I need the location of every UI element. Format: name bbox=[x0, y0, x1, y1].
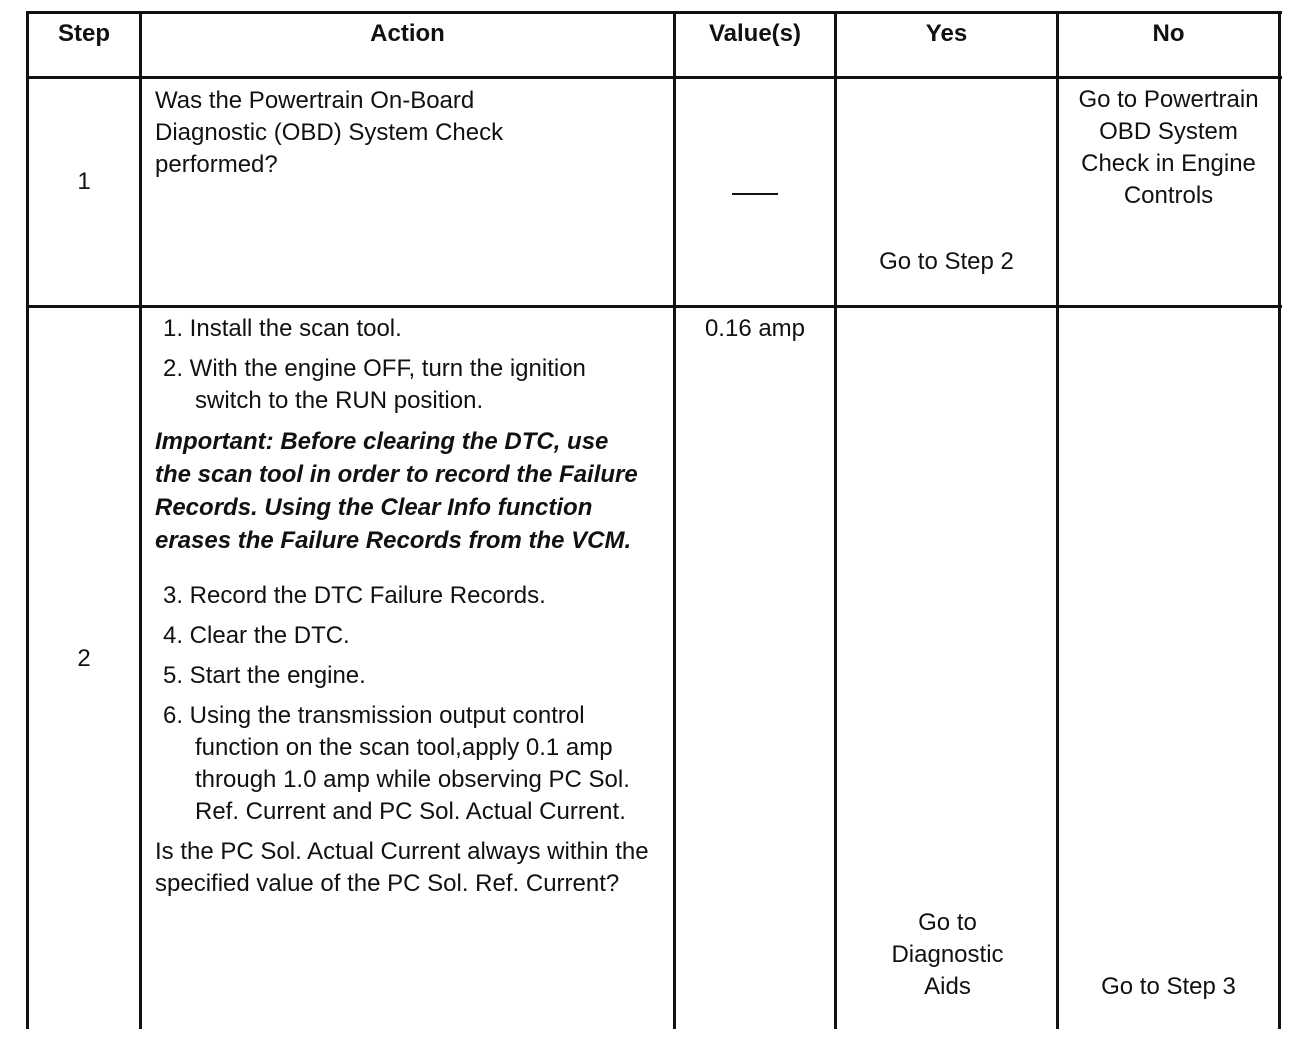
header-no: No bbox=[1152, 20, 1185, 47]
action-item-2: 2. With the engine OFF, turn the ignition switch to the RUN position. bbox=[163, 355, 586, 414]
row2-yes: Go to Diagnostic Aids bbox=[891, 909, 1004, 1000]
action-item-3: 3. Record the DTC Failure Records. bbox=[163, 582, 546, 609]
header-step: Step bbox=[57, 20, 110, 47]
row1-value-dash bbox=[732, 193, 778, 195]
header-bottom-border bbox=[26, 76, 1282, 79]
row2-no: Go to Step 3 bbox=[1101, 973, 1236, 1000]
col-divider-yes bbox=[1056, 11, 1059, 1029]
action-item-4: 4. Clear the DTC. bbox=[163, 622, 350, 649]
action-item-5: 5. Start the engine. bbox=[163, 662, 366, 689]
row1-no: Go to Powertrain OBD System Check in Engine Controls bbox=[1078, 86, 1259, 209]
row2-question: Is the PC Sol. Actual Current always within the specified value of the PC Sol. Ref. Current? bbox=[155, 838, 649, 897]
row2-value: 0.16 amp bbox=[704, 315, 806, 342]
important-note: Important: Before clearing the DTC, use the scan tool in order to record the Failure Records. Using the Clear Info function erases the Failure Records from the VCM. bbox=[155, 428, 638, 554]
right-border bbox=[1278, 11, 1281, 1029]
col-divider-step bbox=[139, 11, 142, 1029]
row1-yes: Go to Step 2 bbox=[879, 248, 1014, 275]
left-border bbox=[26, 11, 29, 1029]
row2-action bbox=[155, 313, 655, 900]
header-yes: Yes bbox=[925, 20, 968, 47]
row1-step: 1 bbox=[77, 168, 91, 195]
row2-step: 2 bbox=[77, 645, 91, 672]
row1-action: Was the Powertrain On-Board Diagnostic (OBD) System Check performed? bbox=[155, 87, 504, 178]
col-divider-action bbox=[673, 11, 676, 1029]
row1-bottom-border bbox=[26, 305, 1282, 308]
header-values: Value(s) bbox=[708, 20, 802, 47]
action-item-1: 1. Install the scan tool. bbox=[163, 315, 402, 342]
col-divider-values bbox=[834, 11, 837, 1029]
header-action: Action bbox=[370, 20, 445, 47]
table-top-border bbox=[26, 11, 1282, 14]
action-item-6: 6. Using the transmission output control function on the scan tool,apply 0.1 amp through 1.0 amp while observing PC Sol. Ref. Current and PC Sol. Actual Current. bbox=[163, 702, 630, 825]
